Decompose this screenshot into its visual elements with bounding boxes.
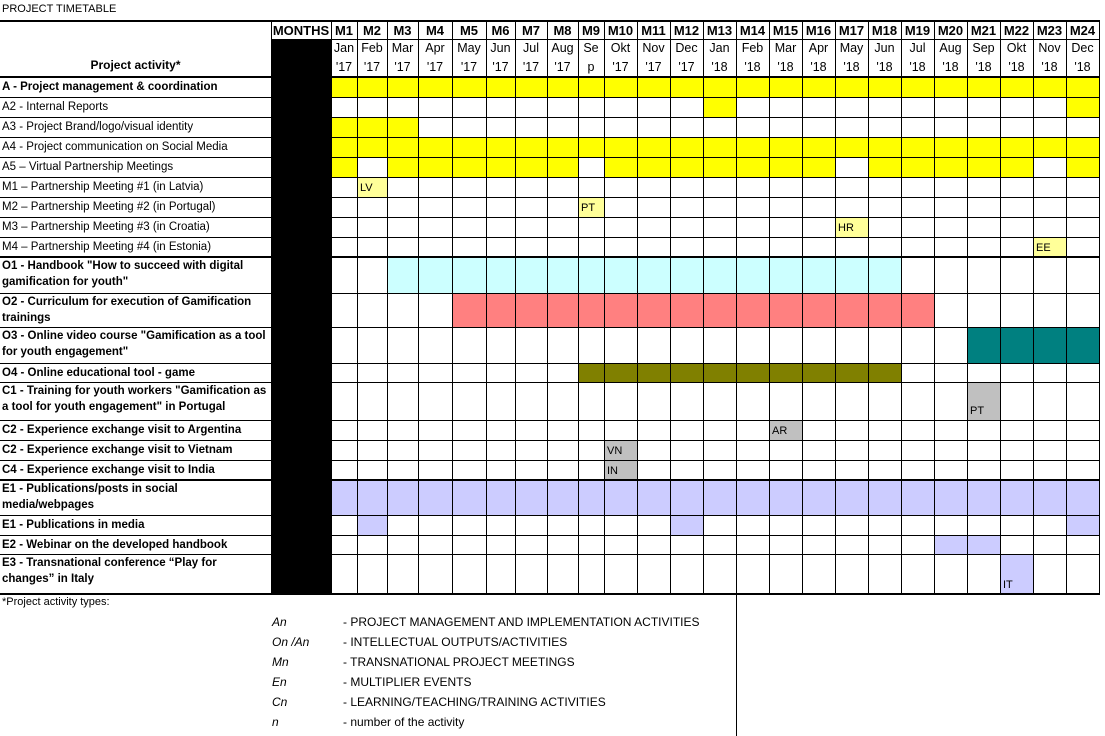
month-code: M3 xyxy=(393,23,412,38)
month-name: Dec xyxy=(1071,41,1094,55)
months-column-shade xyxy=(271,39,331,594)
month-name: Jan xyxy=(709,41,730,55)
month-year: '17 xyxy=(522,60,540,74)
row-rule xyxy=(0,479,1100,481)
month-name: Mar xyxy=(774,41,797,55)
activity-bar xyxy=(604,157,835,177)
row-rule xyxy=(0,137,1100,138)
months-header: MONTHS xyxy=(272,23,330,38)
month-year: '18 xyxy=(909,60,926,74)
activity-code: VN xyxy=(607,445,623,457)
activity-code: LV xyxy=(360,182,373,194)
activity-bar xyxy=(1066,515,1099,535)
month-name: May xyxy=(457,41,481,55)
month-col-rule xyxy=(802,21,803,594)
month-code: M12 xyxy=(673,23,700,38)
month-name: Apr xyxy=(425,41,445,55)
activity-label: M3 – Partnership Meeting #3 (in Croatia) xyxy=(2,221,210,233)
activity-label: E2 - Webinar on the developed handbook xyxy=(2,539,228,551)
activity-label: O2 - Curriculum for execution of Gamification trainings xyxy=(2,296,252,324)
month-col-rule xyxy=(670,21,671,594)
month-code: M11 xyxy=(641,23,666,38)
activity-label: A4 - Project communication on Social Media xyxy=(2,141,228,153)
row-rule xyxy=(0,554,1100,555)
month-col-rule xyxy=(901,21,902,594)
legend-desc: - MULTIPLIER EVENTS xyxy=(343,675,472,689)
month-code: M9 xyxy=(581,23,601,38)
activity-bar xyxy=(331,157,357,177)
month-name: May xyxy=(839,41,864,55)
month-year: p xyxy=(587,60,595,74)
activity-bar xyxy=(1033,237,1066,257)
month-code: M6 xyxy=(491,23,510,38)
row-rule xyxy=(0,363,1100,364)
activity-label: M2 – Partnership Meeting #2 (in Portugal) xyxy=(2,201,216,213)
month-name: Aug xyxy=(551,41,574,55)
month-code: M10 xyxy=(607,23,634,38)
month-col-rule xyxy=(515,21,516,594)
month-name: Jun xyxy=(874,41,895,55)
activity-bar xyxy=(769,420,802,440)
activity-code: PT xyxy=(581,202,596,214)
month-code: M8 xyxy=(553,23,572,38)
activity-bar xyxy=(331,137,1099,157)
activity-bar xyxy=(1066,157,1099,177)
activity-label: C2 - Experience exchange visit to Argentina xyxy=(2,424,242,436)
month-name: Se xyxy=(583,41,599,55)
row-rule xyxy=(0,440,1100,441)
activity-bar xyxy=(357,515,387,535)
row-rule xyxy=(0,420,1100,421)
month-code: M14 xyxy=(739,23,766,38)
row-rule xyxy=(0,197,1100,198)
legend-desc: - LEARNING/TEACHING/TRAINING ACTIVITIES xyxy=(343,695,606,709)
activity-label: M4 – Partnership Meeting #4 (in Estonia) xyxy=(2,241,212,253)
activity-bar xyxy=(604,460,637,480)
month-year: '17 xyxy=(645,60,662,74)
month-name: Sep xyxy=(972,41,995,55)
row-rule xyxy=(0,515,1100,516)
header-mid-rule xyxy=(331,39,1100,40)
month-col-rule xyxy=(1033,21,1034,594)
month-year: '17 xyxy=(426,60,444,74)
activity-bar xyxy=(670,515,703,535)
activity-code: EE xyxy=(1036,242,1051,254)
activity-code: HR xyxy=(838,222,854,234)
month-col-rule xyxy=(387,21,388,594)
legend-key: On /An xyxy=(272,635,310,649)
activity-bar xyxy=(452,293,934,327)
row-rule xyxy=(0,117,1100,118)
row-rule xyxy=(0,177,1100,178)
month-name: Mar xyxy=(391,41,414,55)
activity-label: C1 - Training for youth workers "Gamification as a tool for youth engagement" in Portugal xyxy=(2,385,267,413)
legend-key: Cn xyxy=(272,695,288,709)
activity-label: A - Project management & coordination xyxy=(2,81,218,93)
activity-bar xyxy=(331,77,1099,97)
activity-bar xyxy=(357,177,387,197)
month-name: Okt xyxy=(610,41,631,55)
month-year: '18 xyxy=(810,60,827,74)
month-col-rule xyxy=(486,21,487,594)
month-col-rule xyxy=(357,21,358,594)
header-top-rule xyxy=(0,20,1100,22)
month-year: '17 xyxy=(554,60,571,74)
month-code: M16 xyxy=(805,23,832,38)
month-name: Feb xyxy=(741,41,764,55)
month-name: Jul xyxy=(909,41,926,55)
activity-header: Project activity* xyxy=(90,58,181,72)
month-col-rule xyxy=(418,21,419,594)
month-year: '18 xyxy=(975,60,992,74)
legend-desc: - PROJECT MANAGEMENT AND IMPLEMENTATION ACTIVITIES xyxy=(343,615,700,629)
month-name: Okt xyxy=(1006,41,1027,55)
month-code: M18 xyxy=(871,23,898,38)
activity-label: A2 - Internal Reports xyxy=(2,101,109,113)
month-col-rule xyxy=(736,21,737,594)
activity-label: O3 - Online video course "Gamification as a tool for youth engagement" xyxy=(2,330,266,358)
month-name: Jun xyxy=(490,41,511,55)
month-code: M17 xyxy=(838,23,865,38)
month-code: M1 xyxy=(334,23,354,38)
month-col-rule xyxy=(637,21,638,594)
grid-bottom-rule xyxy=(0,593,1100,595)
activity-label: C4 - Experience exchange visit to India xyxy=(2,464,215,476)
month-col-rule xyxy=(547,21,548,594)
row-rule xyxy=(0,460,1100,461)
activity-code: IT xyxy=(1003,579,1013,591)
row-rule xyxy=(0,237,1100,238)
legend-divider xyxy=(736,594,737,736)
month-year: '17 xyxy=(460,60,478,74)
activity-bar xyxy=(387,157,578,177)
month-code: M5 xyxy=(459,23,479,38)
row-rule xyxy=(0,157,1100,158)
month-col-rule xyxy=(703,21,704,594)
month-code: M21 xyxy=(970,23,997,38)
month-year: '17 xyxy=(363,60,381,74)
month-col-rule xyxy=(934,21,935,594)
activity-label: E3 - Transnational conference “Play for changes” in Italy xyxy=(2,557,217,585)
activity-label: E1 - Publications/posts in social media/webpages xyxy=(2,483,178,511)
month-col-rule xyxy=(452,21,453,594)
activity-bar xyxy=(331,117,418,137)
row-rule xyxy=(0,256,1100,258)
activity-code: IN xyxy=(607,465,618,477)
activity-code: PT xyxy=(970,405,985,417)
month-col-rule xyxy=(578,21,579,594)
month-name: Jan xyxy=(333,41,355,55)
legend-key: Mn xyxy=(272,655,289,669)
month-code: M13 xyxy=(706,23,733,38)
activity-label: A5 – Virtual Partnership Meetings xyxy=(2,161,174,173)
activity-bar xyxy=(703,97,736,117)
month-year: '18 xyxy=(942,60,959,74)
activity-code: AR xyxy=(772,425,788,437)
activity-bar xyxy=(868,157,1033,177)
legend-desc: - TRANSNATIONAL PROJECT MEETINGS xyxy=(343,655,575,669)
month-col-rule xyxy=(967,21,968,594)
month-year: '17 xyxy=(678,60,695,74)
month-col-rule xyxy=(1000,21,1001,594)
activity-bar xyxy=(604,440,637,460)
activity-bar xyxy=(387,257,901,293)
page-title: PROJECT TIMETABLE xyxy=(2,3,117,15)
header-bottom-rule xyxy=(0,76,1100,78)
month-col-rule xyxy=(1066,21,1067,594)
row-rule xyxy=(0,217,1100,218)
activity-bar xyxy=(578,363,901,382)
month-year: '18 xyxy=(1074,60,1091,74)
month-name: Apr xyxy=(808,41,829,55)
month-code: M22 xyxy=(1003,23,1030,38)
legend-desc: - INTELLECTUAL OUTPUTS/ACTIVITIES xyxy=(343,635,568,649)
month-code: M7 xyxy=(521,23,541,38)
legend-key: n xyxy=(272,715,279,729)
month-code: M4 xyxy=(425,23,445,38)
legend-key: An xyxy=(272,615,287,629)
month-col-rule xyxy=(835,21,836,594)
row-rule xyxy=(0,535,1100,536)
month-code: M19 xyxy=(904,23,931,38)
activity-label: M1 – Partnership Meeting #1 (in Latvia) xyxy=(2,181,204,193)
month-year: '18 xyxy=(1041,60,1058,74)
activity-bar xyxy=(1066,97,1099,117)
row-rule xyxy=(0,97,1100,98)
month-year: '18 xyxy=(843,60,860,74)
month-name: Feb xyxy=(361,41,383,55)
activity-label: O1 - Handbook "How to succeed with digital gamification for youth" xyxy=(2,260,244,288)
month-name: Dec xyxy=(675,41,698,55)
activity-bar xyxy=(578,197,604,217)
month-code: M20 xyxy=(937,23,964,38)
legend-title: *Project activity types: xyxy=(2,596,110,608)
months-col-left-rule xyxy=(271,21,272,594)
row-rule xyxy=(0,293,1100,294)
activity-bar xyxy=(967,382,1000,420)
month-code: M23 xyxy=(1036,23,1063,38)
legend-key: En xyxy=(272,675,287,689)
legend-desc: - number of the activity xyxy=(343,715,465,729)
month-code: M2 xyxy=(362,23,382,38)
activity-label: C2 - Experience exchange visit to Vietnam xyxy=(2,444,233,456)
month-code: M24 xyxy=(1069,23,1096,38)
activity-bar xyxy=(835,217,868,237)
month-year: '18 xyxy=(1008,60,1025,74)
activity-label: E1 - Publications in media xyxy=(2,519,145,531)
row-rule xyxy=(0,382,1100,383)
activity-label: A3 - Project Brand/logo/visual identity xyxy=(2,121,194,133)
month-name: Aug xyxy=(939,41,962,55)
activity-bar xyxy=(1000,554,1033,594)
month-name: Jul xyxy=(523,41,539,55)
month-col-rule xyxy=(1099,21,1100,594)
month-year: '17 xyxy=(335,60,353,74)
row-rule xyxy=(0,327,1100,328)
month-col-rule xyxy=(331,21,332,594)
month-year: '17 xyxy=(492,60,509,74)
activity-label: O4 - Online educational tool - game xyxy=(2,367,195,379)
month-name: Nov xyxy=(1038,41,1061,55)
activity-bar xyxy=(331,480,1099,515)
month-col-rule xyxy=(769,21,770,594)
month-year: '18 xyxy=(711,60,728,74)
month-year: '18 xyxy=(777,60,794,74)
month-year: '18 xyxy=(876,60,893,74)
month-col-rule xyxy=(604,21,605,594)
month-name: Nov xyxy=(642,41,665,55)
month-year: '18 xyxy=(744,60,761,74)
month-code: M15 xyxy=(772,23,799,38)
month-year: '17 xyxy=(394,60,411,74)
month-year: '17 xyxy=(612,60,629,74)
month-col-rule xyxy=(868,21,869,594)
